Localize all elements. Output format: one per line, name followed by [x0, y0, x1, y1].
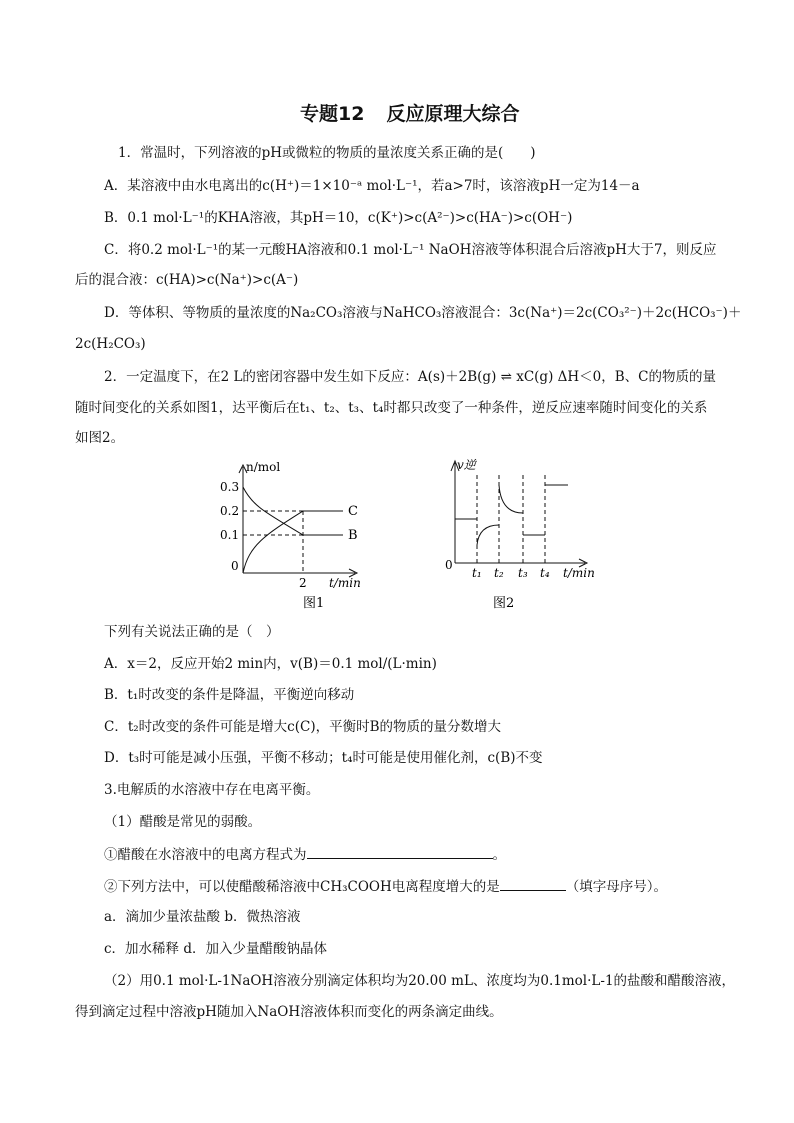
fig1-ylabel: n/mol [246, 460, 281, 474]
title-topic: 专题12 [300, 103, 365, 125]
fig1-curve-c [243, 511, 343, 573]
fig2-segment-1 [477, 525, 499, 545]
fig1-ytick-0.3: 0.3 [220, 480, 240, 494]
q1-option-a: A．某溶液中由水电离出的c(H⁺)＝1×10⁻ᵃ mol·L⁻¹，若a>7时，该溶液pH一定为14－a [104, 178, 640, 194]
q2-stem-line1: 2．一定温度下，在2 L的密闭容器中发生如下反应：A(s)＋2B(g) ⇌ xC(g) ΔH＜0，B、C的物质的量 [104, 369, 716, 385]
q3-part2-line1: （2）用0.1 mol·L-1NaOH溶液分别滴定体积均为20.00 mL、浓度均为0.1mol·L-1的盐酸和醋酸溶液， [104, 973, 736, 989]
fig1-origin: 0 [231, 559, 239, 573]
q1-stem: 1．常温时，下列溶液的pH或微粒的物质的量浓度关系正确的是( ) [118, 145, 536, 161]
q2-option-a: A．x＝2，反应开始2 min内，v(B)＝0.1 mol/(L·min) [104, 656, 437, 672]
q2-option-d: D．t₃时可能是减小压强，平衡不移动；t₄时可能是使用催化剂，c(B)不变 [104, 750, 543, 766]
title-name: 反应原理大综合 [386, 103, 520, 125]
fig2-xtick-t3: t₃ [518, 566, 528, 580]
figure-2 [435, 455, 615, 615]
fig2-xtick-t4: t₄ [540, 566, 550, 580]
fig1-caption: 图1 [303, 596, 325, 611]
q3-sub2-end: （填字母序号）。 [565, 879, 668, 895]
q1-option-c-line1: C．将0.2 mol·L⁻¹的某一元酸HA溶液和0.1 mol·L⁻¹ NaOH溶液等体积混合后溶液pH大于7，则反应 [104, 242, 717, 258]
fig2-ylabel: v逆 [457, 458, 476, 472]
q1-option-b: B．0.1 mol·L⁻¹的KHA溶液，其pH＝10，c(K⁺)>c(A²⁻)>c(HA⁻)>c(OH⁻) [104, 210, 573, 226]
fig2-xtick-t2: t₂ [494, 566, 504, 580]
fig1-xlabel: t/min [329, 576, 361, 590]
q1-option-c-line2: 后的混合液：c(HA)>c(Na⁺)>c(A⁻) [75, 272, 299, 288]
q3-sub2-answer-blank[interactable] [500, 876, 566, 891]
fig2-xlabel: t/min [563, 566, 595, 580]
q3-options-cd: c．加水稀释 d．加入少量醋酸钠晶体 [104, 941, 327, 957]
q2-prompt: 下列有关说法正确的是（ ） [104, 624, 280, 640]
q3-options-ab: a．滴加少量浓盐酸 b．微热溶液 [104, 909, 301, 925]
q3-sub1 [104, 844, 506, 865]
fig1-label-b: B [348, 528, 358, 543]
fig2-caption: 图2 [493, 596, 515, 611]
q2-stem-line2: 随时间变化的关系如图1，达平衡后在t₁、t₂、t₃、t₄时都只改变了一种条件，逆反应速率随时间变化的关系 [75, 400, 708, 416]
fig1-ytick-0.2: 0.2 [220, 504, 240, 518]
q3-sub1-answer-blank[interactable] [307, 844, 493, 859]
q1-option-d-line1: D．等体积、等物质的量浓度的Na₂CO₃溶液与NaHCO₃溶液混合：3c(Na⁺)＝2c(CO₃²⁻)＋2c(HCO₃⁻)＋ [104, 305, 742, 321]
fig2-origin: 0 [445, 558, 453, 572]
fig1-xtick-2: 2 [299, 576, 307, 590]
q3-sub2 [104, 876, 667, 897]
q3-sub2-text: ②下列方法中，可以使醋酸稀溶液中CH₃COOH电离程度增大的是 [104, 879, 500, 895]
fig2-xtick-t1: t₁ [472, 566, 482, 580]
fig1-ytick-0.1: 0.1 [220, 528, 240, 542]
q3-part2-line2: 得到滴定过程中溶液pH随加入NaOH溶液体积而变化的两条滴定曲线。 [75, 1004, 503, 1020]
fig1-label-c: C [348, 504, 358, 519]
q3-stem: 3.电解质的水溶液中存在电离平衡。 [104, 782, 320, 798]
figure-1 [215, 455, 375, 615]
q2-option-b: B．t₁时改变的条件是降温，平衡逆向移动 [104, 687, 355, 703]
q2-option-c: C．t₂时改变的条件可能是增大c(C)，平衡时B的物质的量分数增大 [104, 719, 502, 735]
q1-option-d-line2: 2c(H₂CO₃) [75, 336, 146, 352]
page-title [300, 104, 519, 124]
q3-sub1-end: 。 [492, 847, 506, 863]
q3-part1: （1）醋酸是常见的弱酸。 [104, 814, 262, 830]
fig2-segment-2 [499, 485, 523, 513]
q3-sub1-text: ①醋酸在水溶液中的电离方程式为 [104, 847, 307, 863]
q2-stem-line3: 如图2。 [75, 430, 125, 446]
